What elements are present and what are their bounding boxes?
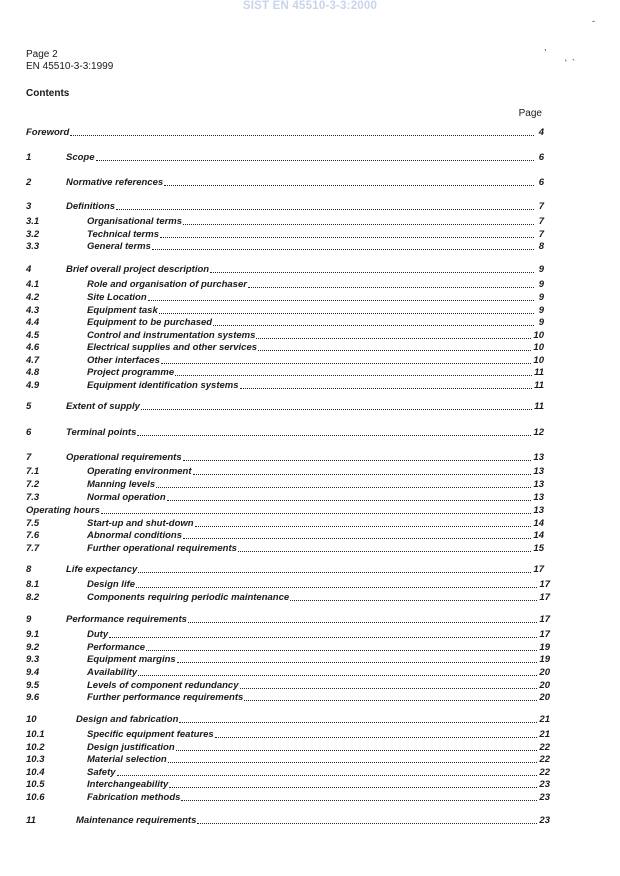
dot-leader <box>248 287 534 288</box>
toc-entry-title: Levels of component redundancy <box>87 680 239 691</box>
page-column-label: Page <box>518 108 542 119</box>
toc-entry[interactable] <box>24 329 544 341</box>
scan-speck: ' <box>565 58 567 68</box>
toc-entry-page: 23 <box>539 779 550 790</box>
dot-leader <box>175 375 532 376</box>
dot-leader <box>156 487 531 488</box>
toc-entry-title: Equipment task <box>87 305 158 316</box>
toc-entry[interactable] <box>24 478 544 490</box>
dot-leader <box>160 237 534 238</box>
dot-leader <box>256 338 531 339</box>
toc-entry-number: 9.3 <box>26 654 40 665</box>
dot-leader <box>96 160 534 161</box>
dot-leader <box>179 722 537 723</box>
toc-entry-title: Extent of supply <box>66 401 140 412</box>
toc-entry-page: 9 <box>538 292 544 303</box>
toc-entry-number: 4.8 <box>26 367 40 378</box>
dot-leader <box>290 600 537 601</box>
toc-entry[interactable] <box>24 766 550 778</box>
toc-entry-number: 10 <box>26 714 37 725</box>
toc-entry[interactable] <box>24 679 550 691</box>
toc-entry-title: Manning levels <box>87 479 156 490</box>
toc-entry-number: 4.2 <box>26 292 40 303</box>
toc-entry[interactable] <box>24 126 544 138</box>
toc-entry-title: Further performance requirements <box>87 692 244 703</box>
toc-entry-title: Performance requirements <box>66 614 187 625</box>
dot-leader <box>146 650 537 651</box>
dot-leader <box>101 513 532 514</box>
toc-entry-page: 20 <box>539 680 550 691</box>
dot-leader <box>109 637 537 638</box>
dot-leader <box>159 313 534 314</box>
toc-entry-number: 10.4 <box>26 767 45 778</box>
toc-entry-title: Scope <box>66 152 95 163</box>
toc-entry-page: 15 <box>533 543 544 554</box>
toc-entry-page: 12 <box>533 427 544 438</box>
toc-entry[interactable] <box>24 263 544 275</box>
toc-entry-title: Brief overall project description <box>66 264 210 275</box>
toc-entry-number: 7.5 <box>26 518 40 529</box>
toc-entry-title: Equipment to be purchased <box>87 317 213 328</box>
toc-entry[interactable] <box>24 542 544 554</box>
toc-entry-title: Technical terms <box>87 229 159 240</box>
toc-entry-title: Terminal points <box>66 427 137 438</box>
toc-entry-title: Organisational terms <box>87 216 183 227</box>
toc-entry-page: 13 <box>533 492 544 503</box>
toc-entry-page: 14 <box>533 518 544 529</box>
toc-entry-number: 4 <box>26 264 32 275</box>
dot-leader <box>215 737 538 738</box>
toc-entry[interactable] <box>24 591 550 603</box>
toc-entry-number: 8 <box>26 564 32 575</box>
toc-entry-title: General terms <box>87 241 151 252</box>
toc-entry-page: 21 <box>539 714 550 725</box>
toc-entry[interactable] <box>24 778 550 790</box>
toc-entry-number: 11 <box>26 815 36 826</box>
dot-leader <box>244 700 537 701</box>
toc-entry-page: 23 <box>539 815 550 826</box>
toc-entry-page: 13 <box>533 466 544 477</box>
toc-entry-page: 10 <box>533 342 544 353</box>
toc-entry[interactable] <box>24 563 544 575</box>
toc-entry-title: Start-up and shut-down <box>87 518 194 529</box>
watermark: SIST EN 45510-3-3:2000 <box>242 0 378 12</box>
toc-entry-page: 7 <box>538 201 544 212</box>
toc-entry[interactable] <box>24 791 550 803</box>
dot-leader <box>193 474 532 475</box>
toc-entry-number: 9.1 <box>26 629 40 640</box>
toc-entry-number: 4.1 <box>26 279 40 290</box>
toc-entry[interactable] <box>24 304 544 316</box>
toc-entry-page: 23 <box>539 792 550 803</box>
toc-entry-title: Operational requirements <box>66 452 182 463</box>
toc-entry-page: 20 <box>539 667 550 678</box>
toc-entry-title: Fabrication methods <box>87 792 181 803</box>
dot-leader <box>183 460 532 461</box>
toc-entry-number: 1 <box>26 152 32 163</box>
toc-entry[interactable] <box>24 426 544 438</box>
toc-entry[interactable] <box>24 691 550 703</box>
toc-entry-number: 7 <box>26 452 32 463</box>
toc-entry-number: 4.5 <box>26 330 40 341</box>
toc-entry-number: 7.7 <box>26 543 40 554</box>
dot-leader <box>197 823 537 824</box>
toc-entry-page: 10 <box>533 355 544 366</box>
toc-entry[interactable] <box>24 728 550 740</box>
toc-entry-number: 9.6 <box>26 692 40 703</box>
dot-leader <box>240 688 538 689</box>
dot-leader <box>70 135 534 136</box>
toc-entry-title: Maintenance requirements <box>76 815 197 826</box>
toc-entry-title: Design justification <box>87 742 175 753</box>
dot-leader <box>164 185 534 186</box>
toc-entry-title: Project programme <box>87 367 175 378</box>
toc-entry-page: 17 <box>539 614 550 625</box>
toc-entry-number: 4.3 <box>26 305 40 316</box>
toc-entry[interactable] <box>24 653 550 665</box>
toc-entry[interactable] <box>24 517 544 529</box>
toc-entry-number: 7.2 <box>26 479 40 490</box>
toc-entry[interactable] <box>24 666 550 678</box>
toc-entry-title: Foreword <box>26 127 70 138</box>
toc-entry-number: 4.9 <box>26 380 40 391</box>
dot-leader <box>177 662 538 663</box>
toc-entry-page: 19 <box>539 642 550 653</box>
toc-entry-page: 6 <box>538 152 544 163</box>
scan-speck: , <box>544 42 547 52</box>
toc-entry-number: 7.6 <box>26 530 40 541</box>
toc-entry-page: 17 <box>539 629 550 640</box>
toc-entry-page: 22 <box>539 742 550 753</box>
toc-entry-title: Equipment identification systems <box>87 380 239 391</box>
toc-entry-page: 11 <box>534 380 544 391</box>
toc-entry-page: 22 <box>539 767 550 778</box>
toc-entry[interactable] <box>24 215 544 227</box>
dot-leader <box>168 762 538 763</box>
toc-entry-page: 17 <box>539 592 550 603</box>
toc-entry-number: 8.1 <box>26 579 40 590</box>
toc-entry-title: Specific equipment features <box>87 729 214 740</box>
toc-entry-page: 11 <box>534 367 544 378</box>
toc-entry[interactable] <box>24 613 550 625</box>
dot-leader <box>137 435 531 436</box>
toc-entry-number: 3.1 <box>26 216 40 227</box>
dot-leader <box>141 409 532 410</box>
toc-entry-title: Components requiring periodic maintenance <box>87 592 290 603</box>
toc-entry-page: 8 <box>538 241 544 252</box>
toc-entry-page: 7 <box>538 216 544 227</box>
toc-entry[interactable] <box>24 278 544 290</box>
toc-entry[interactable] <box>24 628 550 640</box>
toc-entry-page: 9 <box>538 264 544 275</box>
dot-leader <box>181 800 537 801</box>
toc-entry[interactable] <box>24 379 544 391</box>
toc-entry-page: 9 <box>538 305 544 316</box>
toc-entry-number: 9.4 <box>26 667 40 678</box>
toc-entry-page: 13 <box>533 505 544 516</box>
dot-leader <box>136 587 537 588</box>
toc-entry-number: 10.2 <box>26 742 45 753</box>
toc-entry-number: 4.6 <box>26 342 40 353</box>
toc-entry-title: Role and organisation of purchaser <box>87 279 247 290</box>
toc-entry-title: Abnormal conditions <box>87 530 182 541</box>
dot-leader <box>169 787 537 788</box>
toc-entry-number: 3 <box>26 201 32 212</box>
toc-entry-title: Control and instrumentation systems <box>87 330 256 341</box>
dot-leader <box>138 572 531 573</box>
toc-entry-title: Material selection <box>87 754 167 765</box>
dot-leader <box>161 363 532 364</box>
toc-entry[interactable] <box>24 491 544 503</box>
dot-leader <box>188 622 538 623</box>
toc-entry[interactable] <box>24 641 550 653</box>
toc-entry-title: Performance <box>87 642 146 653</box>
toc-entry-number: 3.2 <box>26 229 40 240</box>
toc-entry-page: 22 <box>539 754 550 765</box>
toc-entry-title: Life expectancy <box>66 564 138 575</box>
toc-entry[interactable] <box>24 578 550 590</box>
toc-entry-page: 13 <box>533 452 544 463</box>
toc-entry[interactable] <box>24 240 544 252</box>
toc-entry-page: 17 <box>533 564 544 575</box>
toc-entry[interactable] <box>24 228 544 240</box>
toc-entry-title: Operating hours <box>26 505 100 516</box>
toc-entry-number: 7.3 <box>26 492 40 503</box>
toc-entry[interactable] <box>24 341 544 353</box>
toc-entry[interactable] <box>24 291 544 303</box>
dot-leader <box>167 500 532 501</box>
dot-leader <box>152 249 534 250</box>
dot-leader <box>195 526 532 527</box>
dot-leader <box>210 272 534 273</box>
toc-entry[interactable] <box>24 151 544 163</box>
toc-entry[interactable] <box>24 465 544 477</box>
scan-speck: - <box>592 16 595 26</box>
toc-entry-number: 10.1 <box>26 729 45 740</box>
dot-leader <box>240 388 533 389</box>
toc-entry-title: Other interfaces <box>87 355 160 366</box>
toc-entry-title: Interchangeability <box>87 779 169 790</box>
dot-leader <box>138 675 537 676</box>
toc-entry-page: 21 <box>539 729 550 740</box>
toc-entry-title: Equipment margins <box>87 654 176 665</box>
toc-entry-title: Availability <box>87 667 138 678</box>
dot-leader <box>176 750 538 751</box>
dot-leader <box>183 538 531 539</box>
toc-entry[interactable] <box>24 451 544 463</box>
toc-entry-number: 10.6 <box>26 792 45 803</box>
toc-entry-title: Further operational requirements <box>87 543 237 554</box>
toc-entry[interactable] <box>24 814 550 826</box>
toc-entry[interactable] <box>24 529 544 541</box>
dot-leader <box>183 224 534 225</box>
toc-entry-number: 3.3 <box>26 241 40 252</box>
toc-entry-title: Design life <box>87 579 136 590</box>
toc-entry[interactable] <box>24 753 550 765</box>
toc-entry[interactable] <box>24 316 544 328</box>
toc-entry-title: Safety <box>87 767 116 778</box>
toc-entry[interactable] <box>24 713 550 725</box>
toc-entry-number: 4.4 <box>26 317 40 328</box>
dot-leader <box>213 325 534 326</box>
document-id-header: EN 45510-3-3:1999 <box>26 61 114 72</box>
toc-entry-number: 9 <box>26 614 32 625</box>
toc-entry-title: Definitions <box>66 201 116 212</box>
toc-entry-number: 8.2 <box>26 592 40 603</box>
toc-entry-number: 4.7 <box>26 355 40 366</box>
toc-entry-title: Normal operation <box>87 492 166 503</box>
toc-entry[interactable] <box>24 200 544 212</box>
toc-entry-number: 5 <box>26 401 32 412</box>
toc-entry-title: Site Location <box>87 292 147 303</box>
toc-entry-page: 4 <box>538 127 544 138</box>
toc-entry-page: 7 <box>538 229 544 240</box>
toc-entry-page: 6 <box>538 177 544 188</box>
toc-entry[interactable] <box>24 366 544 378</box>
toc-entry-page: 20 <box>539 692 550 703</box>
toc-entry-title: Duty <box>87 629 109 640</box>
toc-entry-title: Electrical supplies and other services <box>87 342 258 353</box>
toc-entry[interactable] <box>24 504 544 516</box>
dot-leader <box>117 775 538 776</box>
toc-entry-page: 10 <box>533 330 544 341</box>
toc-entry[interactable] <box>24 354 544 366</box>
toc-entry[interactable] <box>24 176 544 188</box>
dot-leader <box>238 551 532 552</box>
toc-entry-number: 9.2 <box>26 642 40 653</box>
toc-entry-title: Operating environment <box>87 466 192 477</box>
toc-entry[interactable] <box>24 741 550 753</box>
toc-entry-page: 19 <box>539 654 550 665</box>
toc-entry-number: 6 <box>26 427 32 438</box>
toc-entry-page: 17 <box>539 579 550 590</box>
dot-leader <box>116 209 534 210</box>
toc-entry-title: Normative references <box>66 177 164 188</box>
toc-entry-page: 9 <box>538 317 544 328</box>
toc-entry-number: 7.1 <box>26 466 40 477</box>
dot-leader <box>148 300 534 301</box>
toc-entry-number: 10.5 <box>26 779 45 790</box>
toc-entry-page: 13 <box>533 479 544 490</box>
toc-entry-number: 9.5 <box>26 680 40 691</box>
dot-leader <box>258 350 531 351</box>
page-number-header: Page 2 <box>26 49 58 60</box>
toc-entry-number: 10.3 <box>26 754 45 765</box>
toc-entry-number: 2 <box>26 177 32 188</box>
toc-entry-page: 9 <box>538 279 544 290</box>
scan-speck: ` <box>572 58 575 68</box>
toc-entry-title: Design and fabrication <box>76 714 179 725</box>
contents-heading: Contents <box>26 88 70 99</box>
toc-entry[interactable] <box>24 400 544 412</box>
toc-entry-page: 11 <box>534 401 544 412</box>
toc-entry-page: 14 <box>533 530 544 541</box>
